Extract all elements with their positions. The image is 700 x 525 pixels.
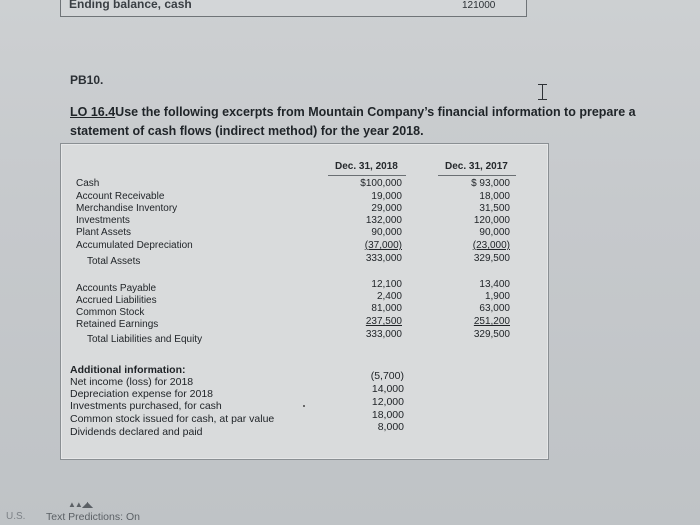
total-liabilities-2017: 329,500 — [473, 329, 510, 340]
equity-2018-common-stock: 81,000 — [371, 303, 402, 314]
header-2017-rule — [438, 175, 516, 176]
additional-value-investments: 12,000 — [371, 396, 404, 408]
equity-2018-retained: 237,500 — [365, 316, 402, 327]
additional-label-dividends: Dividends declared and paid — [70, 426, 203, 438]
instruction-text: Use the following excerpts from Mountain Company’s financial information to prepare a statement of cash flows (indirect method) for the year 2018. — [70, 105, 636, 138]
problem-instruction — [70, 103, 650, 141]
total-liabilities-2018: 333,000 — [365, 329, 402, 340]
ending-balance-value-cell[interactable] — [452, 0, 527, 17]
header-2017: Dec. 31, 2017 — [445, 161, 508, 172]
asset-2017-receivable: 18,000 — [479, 191, 510, 202]
additional-label-net-income: Net income (loss) for 2018 — [70, 376, 194, 388]
liability-2017-accrued: 1,900 — [484, 291, 510, 302]
ending-balance-label-cell[interactable] — [60, 0, 454, 17]
equity-label-common-stock: Common Stock — [76, 307, 145, 318]
asset-2017-plant: 90,000 — [479, 227, 510, 238]
asset-label-depreciation: Accumulated Depreciation — [76, 240, 193, 251]
stray-dot — [303, 405, 305, 407]
asset-2018-depreciation: (37,000) — [364, 240, 402, 251]
ending-balance-label: Ending balance, cash — [69, 0, 192, 11]
asset-2018-plant: 90,000 — [371, 227, 402, 238]
equity-label-retained: Retained Earnings — [76, 319, 159, 330]
liability-2018-payable: 12,100 — [371, 279, 402, 290]
asset-label-inventory: Merchandise Inventory — [76, 203, 178, 214]
header-2018-rule — [328, 175, 406, 176]
text-cursor-icon — [538, 84, 548, 100]
asset-2017-inventory: 31,500 — [479, 203, 510, 214]
ending-balance-value: 121000 — [462, 0, 496, 11]
header-2018: Dec. 31, 2018 — [335, 161, 398, 172]
asset-label-plant: Plant Assets — [76, 227, 132, 238]
status-bar — [0, 508, 700, 525]
additional-value-depreciation: 14,000 — [371, 383, 404, 395]
additional-value-net-income: (5,700) — [370, 370, 404, 382]
liability-2017-payable: 13,400 — [479, 279, 510, 290]
asset-2018-inventory: 29,000 — [371, 203, 402, 214]
problem-id: PB10. — [70, 73, 104, 87]
additional-info-title: Additional information: — [70, 364, 186, 376]
total-liabilities-label: Total Liabilities and Equity — [87, 334, 203, 345]
asset-2018-investments: 132,000 — [365, 215, 402, 226]
asset-2017-cash: $ 93,000 — [471, 178, 510, 189]
ending-balance-row — [60, 0, 527, 18]
additional-value-dividends: 8,000 — [377, 421, 404, 433]
liability-2018-accrued: 2,400 — [376, 291, 402, 302]
additional-label-depreciation: Depreciation expense for 2018 — [70, 388, 214, 400]
asset-label-investments: Investments — [76, 215, 130, 226]
equity-2017-common-stock: 63,000 — [479, 303, 510, 314]
learning-objective-link[interactable]: LO 16.4 — [70, 105, 116, 119]
asset-2017-investments: 120,000 — [473, 215, 510, 226]
total-assets-2017: 329,500 — [473, 253, 510, 264]
additional-value-stock-issued: 18,000 — [371, 409, 404, 421]
text-predictions-status[interactable]: Text Predictions: On — [46, 511, 140, 523]
asset-2017-depreciation: (23,000) — [472, 240, 510, 251]
additional-label-stock-issued: Common stock issued for cash, at par value — [70, 413, 275, 425]
liability-label-accrued: Accrued Liabilities — [76, 295, 157, 306]
language-indicator[interactable]: U.S. — [6, 511, 26, 522]
total-assets-2018: 333,000 — [365, 253, 402, 264]
asset-2018-receivable: 19,000 — [371, 191, 402, 202]
asset-label-receivable: Account Receivable — [76, 191, 165, 202]
total-assets-label: Total Assets — [87, 256, 141, 267]
spellcheck-squiggle-icon: ▲▲◢◣ — [68, 500, 93, 509]
equity-2017-retained: 251,200 — [473, 316, 510, 327]
liability-label-payable: Accounts Payable — [76, 283, 157, 294]
additional-label-investments: Investments purchased, for cash — [70, 400, 222, 412]
asset-2018-cash: $100,000 — [360, 178, 402, 189]
asset-label-cash: Cash — [76, 178, 100, 189]
